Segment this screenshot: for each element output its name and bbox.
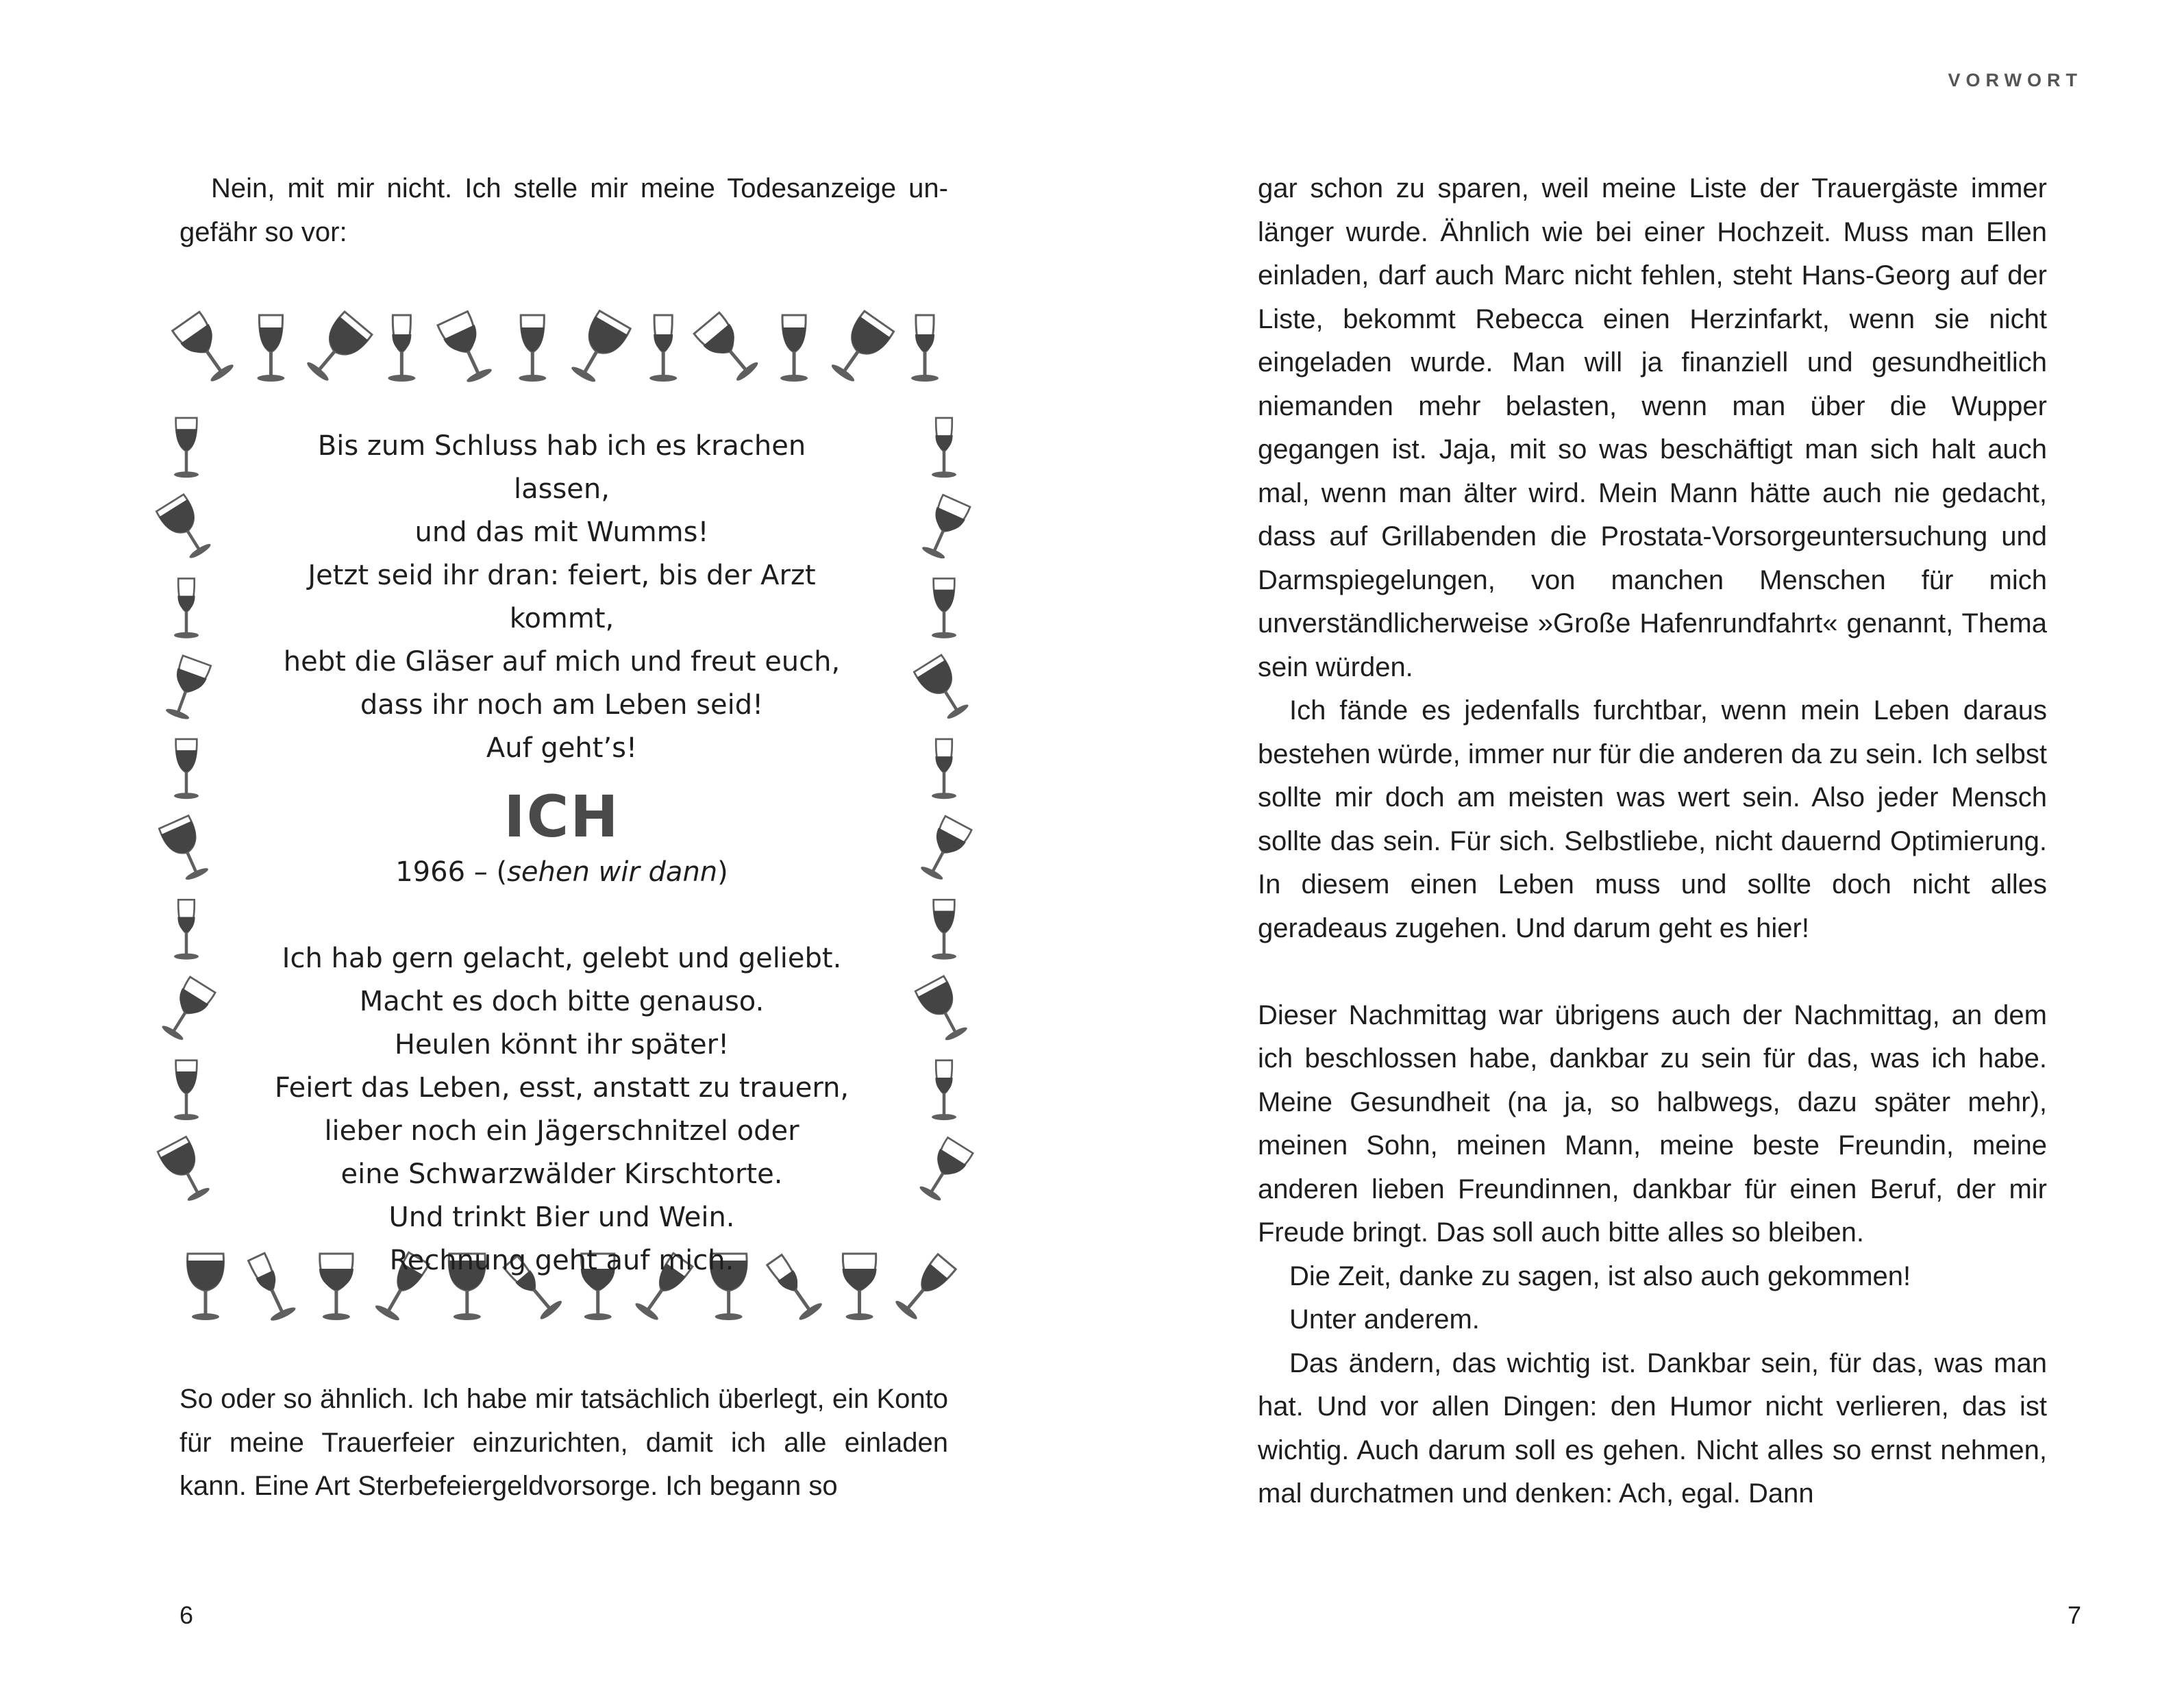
- wine-glass-icon: [174, 1061, 199, 1120]
- wine-glass-icon: [519, 315, 546, 382]
- notice-line: Jetzt seid ihr dran: feiert, bis der Arzt kommt,: [308, 560, 816, 634]
- wine-glass-icon: [156, 494, 216, 562]
- wine-glass-icon: [932, 1061, 956, 1120]
- left-continuation-text: [179, 1378, 948, 1509]
- page-number-right: 7: [2067, 1601, 2081, 1629]
- paragraph: Das ändern, das wichtig ist. Dankbar sein, für das, was man hat. Und vor allen Dingen: den Humor nicht verlieren, das ist wichtig. Auch darum soll es gehen. Nicht alles so ernst nehmen, mal durchatmen und denken: Ach, egal. Dann: [1258, 1348, 2047, 1509]
- wine-glass-icon: [388, 315, 415, 382]
- wine-glass-icon: [649, 315, 677, 382]
- wine-glass-icon: [918, 495, 971, 562]
- wine-glass-icon: [917, 816, 972, 883]
- wine-glass-icon: [158, 976, 216, 1043]
- paragraph: So oder so ähnlich. Ich habe mir tatsächlich überlegt, ein Konto für meine Trauerfeier einzurichten, damit ich alle einladen kann. Eine Art Sterbefeiergeldvorsorge. Ich begann so: [179, 1384, 948, 1501]
- notice-line: Macht es doch bitte genauso.: [359, 986, 765, 1017]
- notice-line: lieber noch ein Jägerschnitzel oder: [324, 1115, 799, 1147]
- wine-glass-icon: [172, 312, 238, 386]
- notice-line: Ich hab gern gelacht, gelebt und geliebt.: [282, 943, 842, 974]
- notice-line: Auf geht’s!: [486, 732, 638, 764]
- running-head: VORWORT: [1948, 70, 2083, 90]
- wine-glass-icon: [932, 578, 956, 638]
- notice-line: Bis zum Schluss hab ich es krachen lassen,: [317, 430, 806, 505]
- wine-glass-icon: [911, 315, 939, 382]
- wine-glass-icon: [780, 315, 808, 382]
- paragraph: Unter anderem.: [1289, 1304, 1480, 1335]
- paragraph: Dieser Nachmittag war übrigens auch der Nachmittag, an dem ich beschlossen habe, dankbar zu sein für das, was ich habe. Meine Gesundheit (na ja, so halbwegs, dazu später mehr), meinen Sohn, meinen Mann, meine beste Freundin, meine anderen lieben Freundinnen, dankbar für einen Beruf, der mir Freude bringt. Das soll auch bitte alles so bleiben.: [1258, 1000, 2047, 1248]
- right-body-text: [1258, 167, 2047, 1516]
- wine-glass-icon: [174, 900, 199, 959]
- notice-dates-prefix: 1966 – (: [395, 856, 508, 888]
- death-notice: [274, 425, 849, 1282]
- page-number-left: 6: [179, 1601, 194, 1629]
- wine-glass-icon: [174, 578, 199, 638]
- wine-glass-icon: [916, 1137, 973, 1204]
- wine-glass-icon: [158, 815, 213, 884]
- right-page: [1092, 0, 2184, 1699]
- wine-glass-icon: [257, 315, 284, 382]
- wine-glass-icon: [162, 656, 211, 722]
- notice-dates-italic: sehen wir dann: [507, 856, 718, 888]
- notice-line: hebt die Gläser auf mich und freut euch,: [283, 646, 841, 678]
- wine-glass-icon: [301, 311, 373, 386]
- wine-glass-icon: [157, 1137, 214, 1205]
- notice-opening-lines: [274, 425, 849, 770]
- notice-line: Und trinkt Bier und Wein.: [388, 1202, 735, 1233]
- wine-glass-icon: [893, 1253, 957, 1322]
- wine-glass-icon: [932, 900, 956, 959]
- wine-glass-icon: [932, 739, 956, 799]
- notice-line: und das mit Wumms!: [414, 517, 709, 548]
- wine-glass-icon: [932, 418, 956, 478]
- wine-glass-icon: [566, 310, 631, 386]
- notice-line: eine Schwarzwälder Kirschtorte.: [340, 1158, 783, 1190]
- wine-glass-icon: [826, 310, 894, 386]
- notice-line: Feiert das Leben, esst, anstatt zu trauern,: [274, 1072, 849, 1104]
- paragraph: gar schon zu sparen, weil meine Liste der Trauergäste immer länger wurde. Ähnlich wie bei einer Hochzeit. Muss man Ellen einladen, darf auch Marc nicht fehlen, steht Hans-Georg auf der Liste, bekommt Rebecca einen Herzinfarkt, wenn sie nicht eingeladen wurde. Man will ja finanziell und gesundheitlich niemanden mehr belasten, wenn man über die Wupper gegangen ist. Jaja, mit so was beschäftigt man sich halt auch mal, wenn man älter wird. Mein Mann hätte auch nie gedacht, dass auf Grillabenden die Prostata-Vorsorgeuntersuchung und Darmspiegelungen, von manchen Menschen für mich unverständlicherweise »Große Hafenrundfahrt« genannt, Thema sein würden.: [1258, 173, 2047, 682]
- wine-glass-icon: [187, 1254, 224, 1320]
- notice-line: dass ihr noch am Leben seid!: [360, 689, 764, 721]
- notice-line: Heulen könnt ihr später!: [394, 1029, 730, 1061]
- notice-closing-lines: [274, 937, 849, 1282]
- wine-glass-icon: [174, 418, 199, 478]
- wine-glass-icon: [174, 739, 199, 799]
- notice-name: ICH: [504, 783, 620, 850]
- paragraph: Nein, mit mir nicht. Ich stelle mir meine Todesanzeige ungefähr so vor:: [179, 173, 948, 247]
- wine-glass-icon: [693, 312, 762, 385]
- paragraph: Ich fände es jedenfalls furchtbar, wenn mein Leben daraus bestehen würde, immer nur für die anderen da zu sein. Ich selbst sollte mir doch am meisten was wert sein. Also jeder Mensch sollte das sein. Für sich. Selbstliebe, nicht dauernd Optimierung. In diesem einen Leben muss und sollte doch nicht alles geradeaus zugehen. Und darum geht es hier!: [1258, 695, 2047, 943]
- notice-dates-suffix: ): [717, 856, 728, 888]
- notice-dates: [274, 851, 849, 894]
- paragraph: Die Zeit, danke zu sagen, ist also auch gekommen!: [1289, 1261, 1911, 1291]
- wine-glass-icon: [913, 655, 973, 723]
- left-intro-text: [179, 167, 948, 254]
- wine-glass-icon: [437, 311, 496, 386]
- notice-line: Rechnung geht auf mich.: [389, 1245, 734, 1276]
- wine-glass-icon: [915, 976, 972, 1044]
